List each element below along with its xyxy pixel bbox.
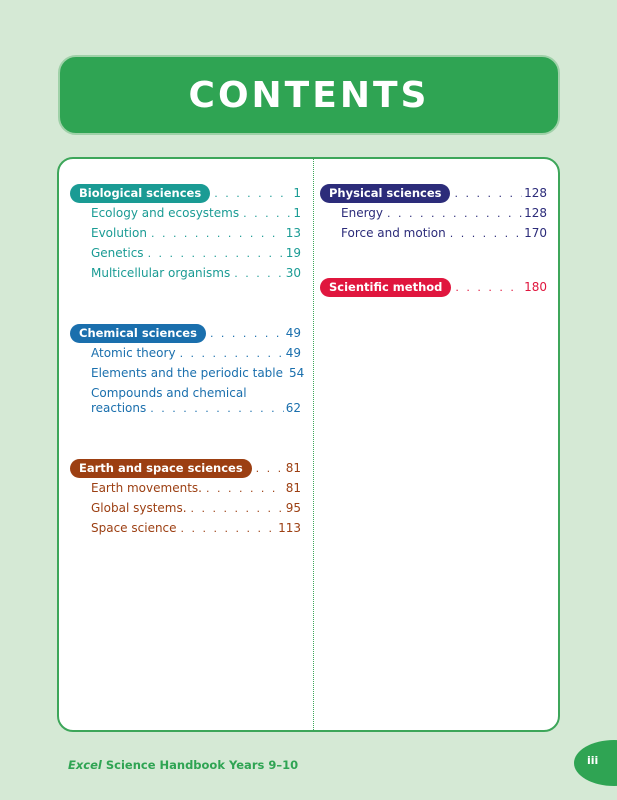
page-number: 54 — [289, 366, 305, 380]
leader-dots — [256, 462, 284, 475]
toc-heading[interactable] — [320, 183, 547, 203]
toc-entry[interactable] — [70, 206, 301, 221]
page-number: 95 — [285, 501, 301, 515]
contents-box — [57, 157, 560, 732]
toc-heading[interactable] — [320, 277, 547, 297]
column-divider — [313, 159, 314, 730]
page-number: 180 — [524, 280, 547, 294]
leader-dots — [234, 266, 284, 281]
leader-dots — [450, 226, 522, 241]
page-title: CONTENTS — [188, 74, 430, 116]
leader-dots — [454, 187, 522, 200]
page-number: 81 — [285, 481, 301, 495]
entry-label: Global systems. — [91, 501, 187, 515]
leader-dots — [455, 281, 522, 294]
leader-dots — [151, 226, 284, 241]
page-number: 128 — [524, 186, 547, 200]
section-physical-sciences — [320, 183, 547, 241]
page-number: 81 — [285, 461, 301, 475]
leader-dots — [191, 501, 284, 516]
page-number: 13 — [285, 226, 301, 240]
leader-dots — [148, 246, 284, 261]
section-scientific-method — [320, 277, 547, 297]
toc-entry[interactable] — [70, 481, 301, 496]
section-biological-sciences — [70, 183, 301, 281]
section-pill: Biological sciences — [70, 184, 210, 203]
toc-entry[interactable] — [70, 366, 305, 381]
page-number-label: iii — [587, 754, 599, 767]
page-number: 113 — [278, 521, 301, 535]
leader-dots — [180, 346, 284, 361]
toc-heading[interactable] — [70, 323, 301, 343]
toc-entry[interactable] — [70, 521, 301, 536]
page-number: 19 — [285, 246, 301, 260]
book-title-footer — [68, 758, 298, 772]
entry-label-line2: reactions — [91, 401, 147, 415]
leader-dots — [206, 481, 284, 496]
entry-label: Energy — [341, 206, 384, 220]
toc-entry[interactable] — [70, 266, 301, 281]
entry-label: Multicellular organisms — [91, 266, 231, 280]
section-pill: Earth and space sciences — [70, 459, 252, 478]
leader-dots — [243, 206, 291, 221]
leader-dots — [387, 206, 522, 221]
leader-dots — [214, 187, 291, 200]
page-number: 1 — [293, 186, 301, 200]
section-chemical-sciences — [70, 323, 305, 416]
page-number: 62 — [285, 401, 301, 415]
entry-label: Ecology and ecosystems — [91, 206, 240, 220]
entry-label: Genetics — [91, 246, 144, 260]
toc-entry[interactable] — [320, 206, 547, 221]
entry-label: Elements and the periodic table — [91, 366, 284, 380]
book-brand: Excel — [68, 758, 102, 772]
leader-dots — [150, 401, 283, 416]
leader-dots — [181, 521, 277, 536]
book-title: Science Handbook Years 9–10 — [101, 758, 299, 772]
toc-heading[interactable] — [70, 458, 301, 478]
title-banner — [58, 55, 560, 135]
section-pill: Physical sciences — [320, 184, 450, 203]
entry-label: Force and motion — [341, 226, 446, 240]
page-number-tab — [574, 740, 617, 786]
entry-label: Space science — [91, 521, 177, 535]
toc-heading[interactable] — [70, 183, 301, 203]
entry-label: Earth movements. — [91, 481, 202, 495]
page-number: 49 — [285, 326, 301, 340]
leader-dots — [210, 327, 284, 340]
section-pill: Chemical sciences — [70, 324, 206, 343]
section-earth-space-sciences — [70, 458, 301, 536]
right-column — [320, 183, 547, 339]
page-number: 170 — [524, 226, 547, 240]
page-number: 30 — [285, 266, 301, 280]
page-number: 128 — [524, 206, 547, 220]
toc-entry[interactable] — [70, 346, 301, 361]
toc-entry[interactable] — [70, 501, 301, 516]
page-number: 1 — [293, 206, 301, 220]
entry-label: Compounds and chemical — [91, 386, 247, 400]
entry-label: Evolution — [91, 226, 147, 240]
toc-entry[interactable] — [70, 386, 301, 416]
section-pill: Scientific method — [320, 278, 451, 297]
page-number: 49 — [285, 346, 301, 360]
entry-label: Atomic theory — [91, 346, 176, 360]
left-column — [70, 183, 305, 578]
toc-entry[interactable] — [70, 226, 301, 241]
toc-entry[interactable] — [70, 246, 301, 261]
toc-entry[interactable] — [320, 226, 547, 241]
